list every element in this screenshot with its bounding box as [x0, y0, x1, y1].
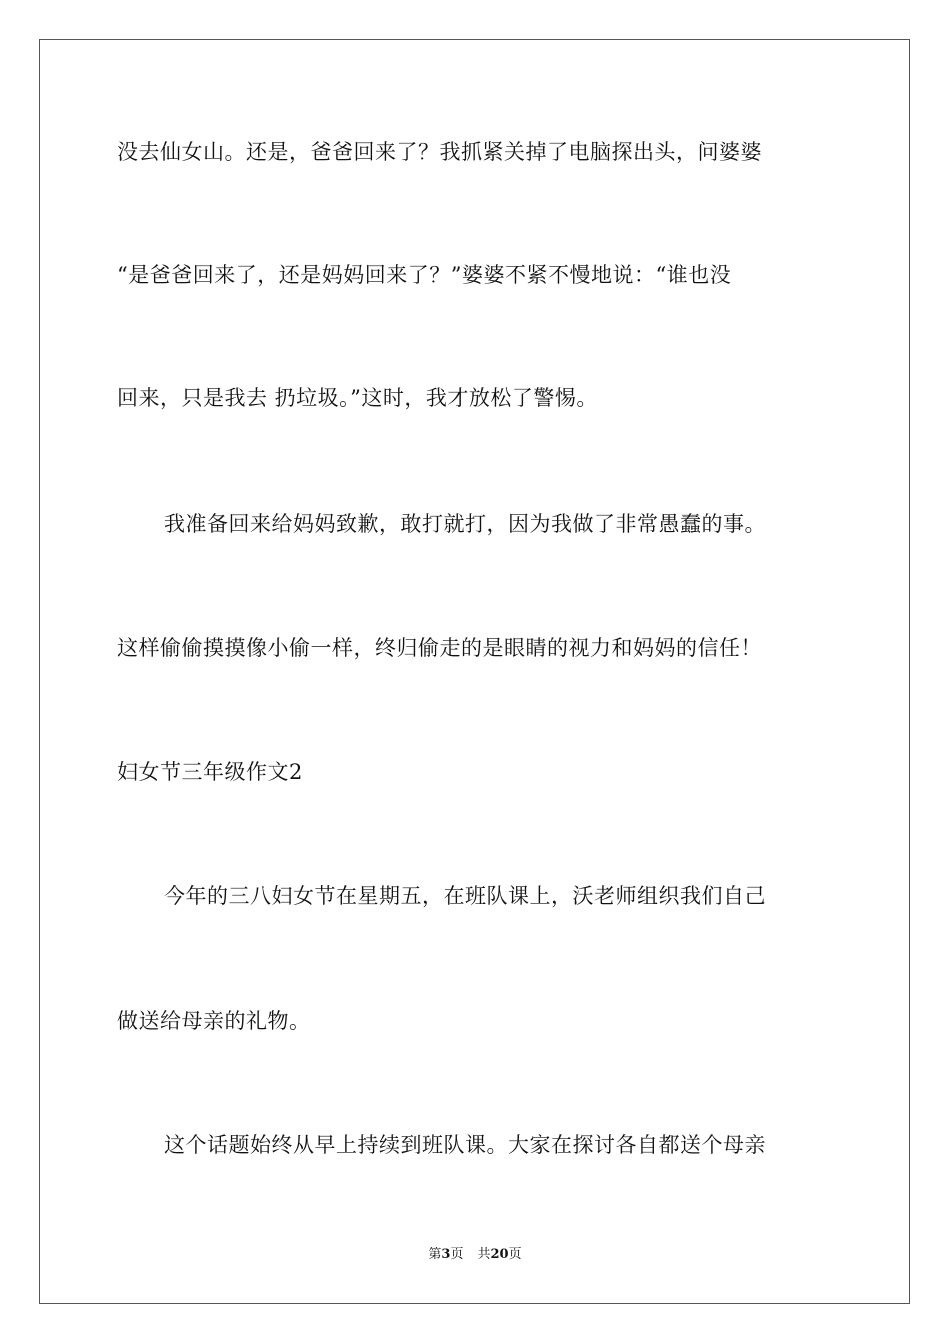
page-footer	[0, 1247, 950, 1263]
body-text-line: “是爸爸回来了，还是妈妈回来了？”婆婆不紧不慢地说：“谁也没	[117, 263, 732, 287]
page-border	[39, 39, 910, 1304]
total-suffix: 页	[508, 1247, 522, 1262]
page-prefix: 第	[428, 1247, 442, 1262]
body-text-line: 没去仙女山。还是，爸爸回来了？我抓紧关掉了电脑探出头，问婆婆	[117, 140, 762, 164]
page-number: 3	[441, 1247, 451, 1262]
body-text-line: 我准备回来给妈妈致歉，敢打就打，因为我做了非常愚蠢的事。	[164, 512, 766, 536]
body-text-line: 做送给母亲的礼物。	[117, 1009, 311, 1033]
total-pages: 20	[490, 1247, 509, 1262]
section-heading: 妇女节三年级作文2	[117, 760, 303, 784]
body-text-line: 这样偷偷摸摸像小偷一样，终归偷走的是眼睛的视力和妈妈的信任！	[117, 636, 762, 660]
page-suffix: 页	[450, 1247, 464, 1262]
body-text-line: 这个话题始终从早上持续到班队课。大家在探讨各自都送个母亲	[164, 1133, 766, 1157]
body-text-line: 回来，只是我去 扔垃圾。”这时，我才放松了警惕。	[117, 386, 598, 410]
total-prefix: 共	[477, 1247, 491, 1262]
body-text-line: 今年的三八妇女节在星期五，在班队课上，沃老师组织我们自己	[164, 884, 766, 908]
